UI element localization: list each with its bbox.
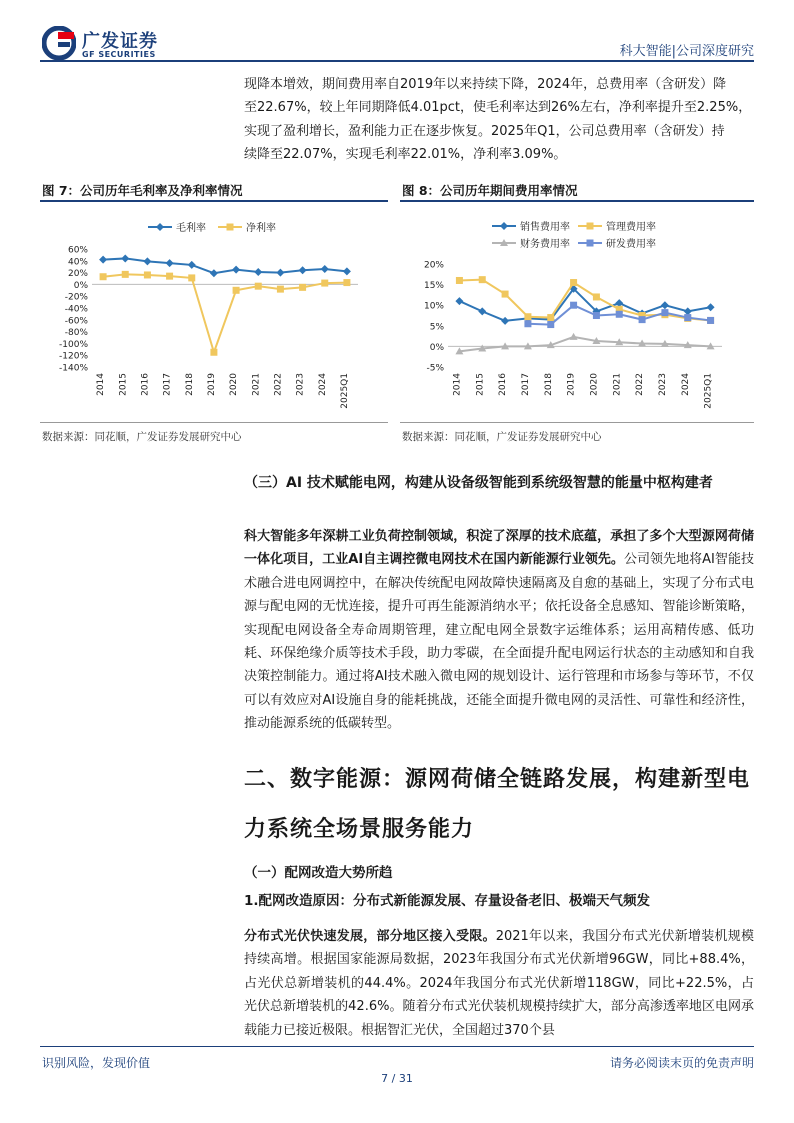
data-point bbox=[502, 291, 509, 298]
footer-disclaimer-link[interactable]: 请务必阅读末页的免责声明 bbox=[609, 1056, 754, 1070]
data-point bbox=[455, 297, 463, 305]
subsection-heading: （一）配网改造大势所趋 bbox=[244, 865, 393, 881]
gf-logo-icon bbox=[42, 26, 76, 60]
data-point bbox=[478, 307, 486, 315]
data-point bbox=[343, 279, 350, 286]
x-tick-label: 2023 bbox=[295, 373, 306, 396]
data-point bbox=[661, 309, 668, 316]
section-3-paragraph bbox=[244, 525, 754, 736]
report-label: 科大智能|公司深度研究 bbox=[619, 44, 754, 59]
data-point bbox=[210, 349, 217, 356]
data-point bbox=[254, 268, 262, 276]
data-point bbox=[121, 254, 129, 262]
data-point bbox=[684, 314, 691, 321]
data-point bbox=[593, 293, 600, 300]
data-point bbox=[616, 311, 623, 318]
y-tick-label: -80% bbox=[64, 328, 88, 339]
logo-text: 广发证券 bbox=[82, 31, 158, 52]
figure-8-bottom-rule bbox=[400, 422, 754, 423]
figure-7-title: 图 7：公司历年毛利率及净利率情况 bbox=[42, 183, 243, 198]
y-tick-label: 20% bbox=[67, 269, 88, 280]
series-line bbox=[459, 337, 710, 351]
x-tick-label: 2024 bbox=[680, 373, 691, 396]
legend-marker bbox=[500, 222, 508, 230]
data-point bbox=[255, 283, 262, 290]
data-point bbox=[639, 316, 646, 323]
x-tick-label: 2016 bbox=[140, 373, 151, 396]
y-tick-label: 0% bbox=[73, 280, 88, 291]
legend-label: 研发费用率 bbox=[606, 239, 656, 250]
x-tick-label: 2020 bbox=[229, 373, 240, 396]
legend-marker bbox=[587, 223, 594, 230]
data-point bbox=[570, 279, 577, 286]
data-point bbox=[144, 271, 151, 278]
data-point bbox=[343, 267, 351, 275]
x-tick-label: 2016 bbox=[498, 373, 509, 396]
y-tick-label: 15% bbox=[423, 281, 444, 292]
chart-margin-rates bbox=[40, 205, 388, 420]
series-line bbox=[103, 274, 347, 352]
legend-label: 净利率 bbox=[246, 223, 276, 234]
x-tick-label: 2022 bbox=[273, 373, 284, 396]
pv-paragraph bbox=[244, 925, 754, 1042]
data-point bbox=[166, 259, 174, 267]
x-tick-label: 2024 bbox=[317, 373, 328, 396]
data-point bbox=[232, 266, 240, 274]
intro-line: 现降本增效，期间费用率自2019年以来持续下降，2024年，总费用率（含研发）降 bbox=[244, 77, 727, 92]
data-point bbox=[593, 312, 600, 319]
data-point bbox=[188, 261, 196, 269]
x-tick-label: 2014 bbox=[452, 373, 463, 396]
intro-line: 续降至22.07%，实现毛利率22.01%，净利率3.09%。 bbox=[244, 147, 567, 163]
y-tick-label: 20% bbox=[423, 260, 444, 271]
legend-marker bbox=[227, 224, 234, 231]
data-point bbox=[277, 286, 284, 293]
data-point bbox=[547, 314, 554, 321]
y-tick-label: -60% bbox=[64, 316, 88, 327]
data-point bbox=[188, 274, 195, 281]
data-point bbox=[501, 317, 509, 325]
intro-line: 至22.67%，较上年同期降低4.01pct，使毛利率达到26%左右，净利率提升至2.25%， bbox=[244, 100, 752, 116]
legend-label: 毛利率 bbox=[176, 223, 206, 234]
data-point bbox=[143, 257, 151, 265]
x-tick-label: 2025Q1 bbox=[703, 373, 714, 409]
x-tick-label: 2014 bbox=[96, 373, 107, 396]
data-point bbox=[233, 287, 240, 294]
data-point bbox=[570, 302, 577, 309]
x-tick-label: 2015 bbox=[475, 373, 486, 396]
header-divider bbox=[40, 60, 754, 62]
footer-slogan: 识别风险，发现价值 bbox=[42, 1056, 151, 1070]
x-tick-label: 2025Q1 bbox=[339, 373, 350, 409]
x-tick-label: 2018 bbox=[543, 373, 554, 396]
data-point bbox=[166, 273, 173, 280]
x-tick-label: 2019 bbox=[566, 373, 577, 396]
y-tick-label: -40% bbox=[64, 304, 88, 315]
x-tick-label: 2021 bbox=[251, 373, 262, 396]
y-tick-label: -120% bbox=[59, 351, 88, 362]
y-tick-label: -20% bbox=[64, 292, 88, 303]
x-tick-label: 2018 bbox=[184, 373, 195, 396]
data-point bbox=[276, 269, 284, 277]
legend-label: 销售费用率 bbox=[520, 222, 570, 233]
legend-marker bbox=[587, 240, 594, 247]
x-tick-label: 2015 bbox=[118, 373, 129, 396]
y-tick-label: 0% bbox=[429, 342, 444, 353]
x-tick-label: 2020 bbox=[589, 373, 600, 396]
x-tick-label: 2017 bbox=[520, 373, 531, 396]
data-point bbox=[661, 301, 669, 309]
data-point bbox=[321, 265, 329, 273]
y-tick-label: -100% bbox=[59, 339, 88, 350]
data-point bbox=[122, 271, 129, 278]
y-tick-label: 5% bbox=[429, 322, 444, 333]
y-tick-label: 10% bbox=[423, 301, 444, 312]
figure-8-source: 数据来源：同花顺，广发证券发展研究中心 bbox=[402, 431, 602, 443]
data-point bbox=[299, 284, 306, 291]
figure-8-rule bbox=[400, 200, 754, 202]
legend-label: 财务费用率 bbox=[520, 239, 570, 250]
figure-7-source: 数据来源：同花顺，广发证券发展研究中心 bbox=[42, 431, 242, 443]
section-3-body: 公司领先地将AI智能技术融合进电网调控中，在解决传统配电网故障快速隔离及自愈的基础上，实现了分布式电源与配电网的无忧连接，提升可再生能源消纳水平；依托设备全息感知、智能诊断策略，实现配电网设备全寿命周期管理，建立配电网全景数字运维体系；运用高精传感、低功耗、环保绝缘介质等技术手段，助力零碳，在全面提升配电网运行状态的主动感知和自我决策控制能力。通过将AI技术融入微电网的规划设计、运行管理和市场参与等环节，不仅可以有效应对AI设施自身的能耗挑战，还能全面提升微电网的灵活性、可靠性和经济性，推动能源系统的低碳转型。 bbox=[244, 552, 754, 732]
y-tick-label: -140% bbox=[59, 363, 88, 374]
data-point bbox=[100, 273, 107, 280]
y-tick-label: -5% bbox=[426, 363, 444, 374]
data-point bbox=[456, 277, 463, 284]
data-point bbox=[99, 256, 107, 264]
pv-body: 2021年以来，我国分布式光伏新增装机规模持续高增。根据国家能源局数据，2023年我国分布式光伏新增96GW，同比+88.4%，占光伏总新增装机的44.4%。2024年我国分布式光伏新增118GW，同比+22.5%，占光伏总新增装机的42.6%。随着分布式光伏装机规模持续扩大，部分高渗透率地区电网承载能力已接近极限。根据智汇光伏，全国超过370个县 bbox=[244, 929, 754, 1038]
chart-expense-rates bbox=[400, 205, 754, 420]
figure-7-bottom-rule bbox=[40, 422, 388, 423]
chapter-heading: 二、数字能源：源网荷储全链路发展，构建新型电力系统全场景服务能力 bbox=[244, 767, 751, 842]
legend-label: 管理费用率 bbox=[606, 222, 656, 233]
legend-marker bbox=[156, 223, 164, 231]
intro-paragraph bbox=[244, 73, 754, 167]
x-tick-label: 2023 bbox=[657, 373, 668, 396]
series-line bbox=[103, 258, 347, 273]
x-tick-label: 2017 bbox=[162, 373, 173, 396]
intro-line: 实现了盈利增长，盈利能力正在逐步恢复。2025年Q1，公司总费用率（含研发）持 bbox=[244, 123, 725, 139]
figure-7-rule bbox=[40, 200, 388, 202]
y-tick-label: 60% bbox=[67, 245, 88, 256]
section-3-bold-lead: 科大智能多年深耕工业负荷控制领域，积淀了深厚的技术底蕴，承担了多个大型源网荷储一体化项目，工业AI自主调控微电网技术在国内新能源行业领先。 bbox=[244, 529, 754, 568]
figure-8-title: 图 8：公司历年期间费用率情况 bbox=[402, 183, 578, 198]
data-point bbox=[707, 317, 714, 324]
x-tick-label: 2021 bbox=[612, 373, 623, 396]
data-point bbox=[524, 320, 531, 327]
subsubsection-heading: 1.配网改造原因：分布式新能源发展、存量设备老旧、极端天气频发 bbox=[244, 893, 651, 909]
data-point bbox=[479, 276, 486, 283]
x-tick-label: 2022 bbox=[635, 373, 646, 396]
x-tick-label: 2019 bbox=[206, 373, 217, 396]
data-point bbox=[321, 280, 328, 287]
page-number: 7 / 31 bbox=[381, 1072, 413, 1085]
logo-subtext: GF SECURITIES bbox=[82, 50, 156, 59]
pv-bold-lead: 分布式光伏快速发展，部分地区接入受限。 bbox=[244, 929, 496, 944]
y-tick-label: 40% bbox=[67, 257, 88, 268]
data-point bbox=[299, 266, 307, 274]
data-point bbox=[524, 313, 531, 320]
data-point bbox=[547, 321, 554, 328]
footer-divider bbox=[40, 1046, 754, 1047]
data-point bbox=[210, 269, 218, 277]
data-point bbox=[707, 303, 715, 311]
section-3-heading: （三）AI 技术赋能电网，构建从设备级智能到系统级智慧的能量中枢构建者 bbox=[244, 475, 713, 491]
